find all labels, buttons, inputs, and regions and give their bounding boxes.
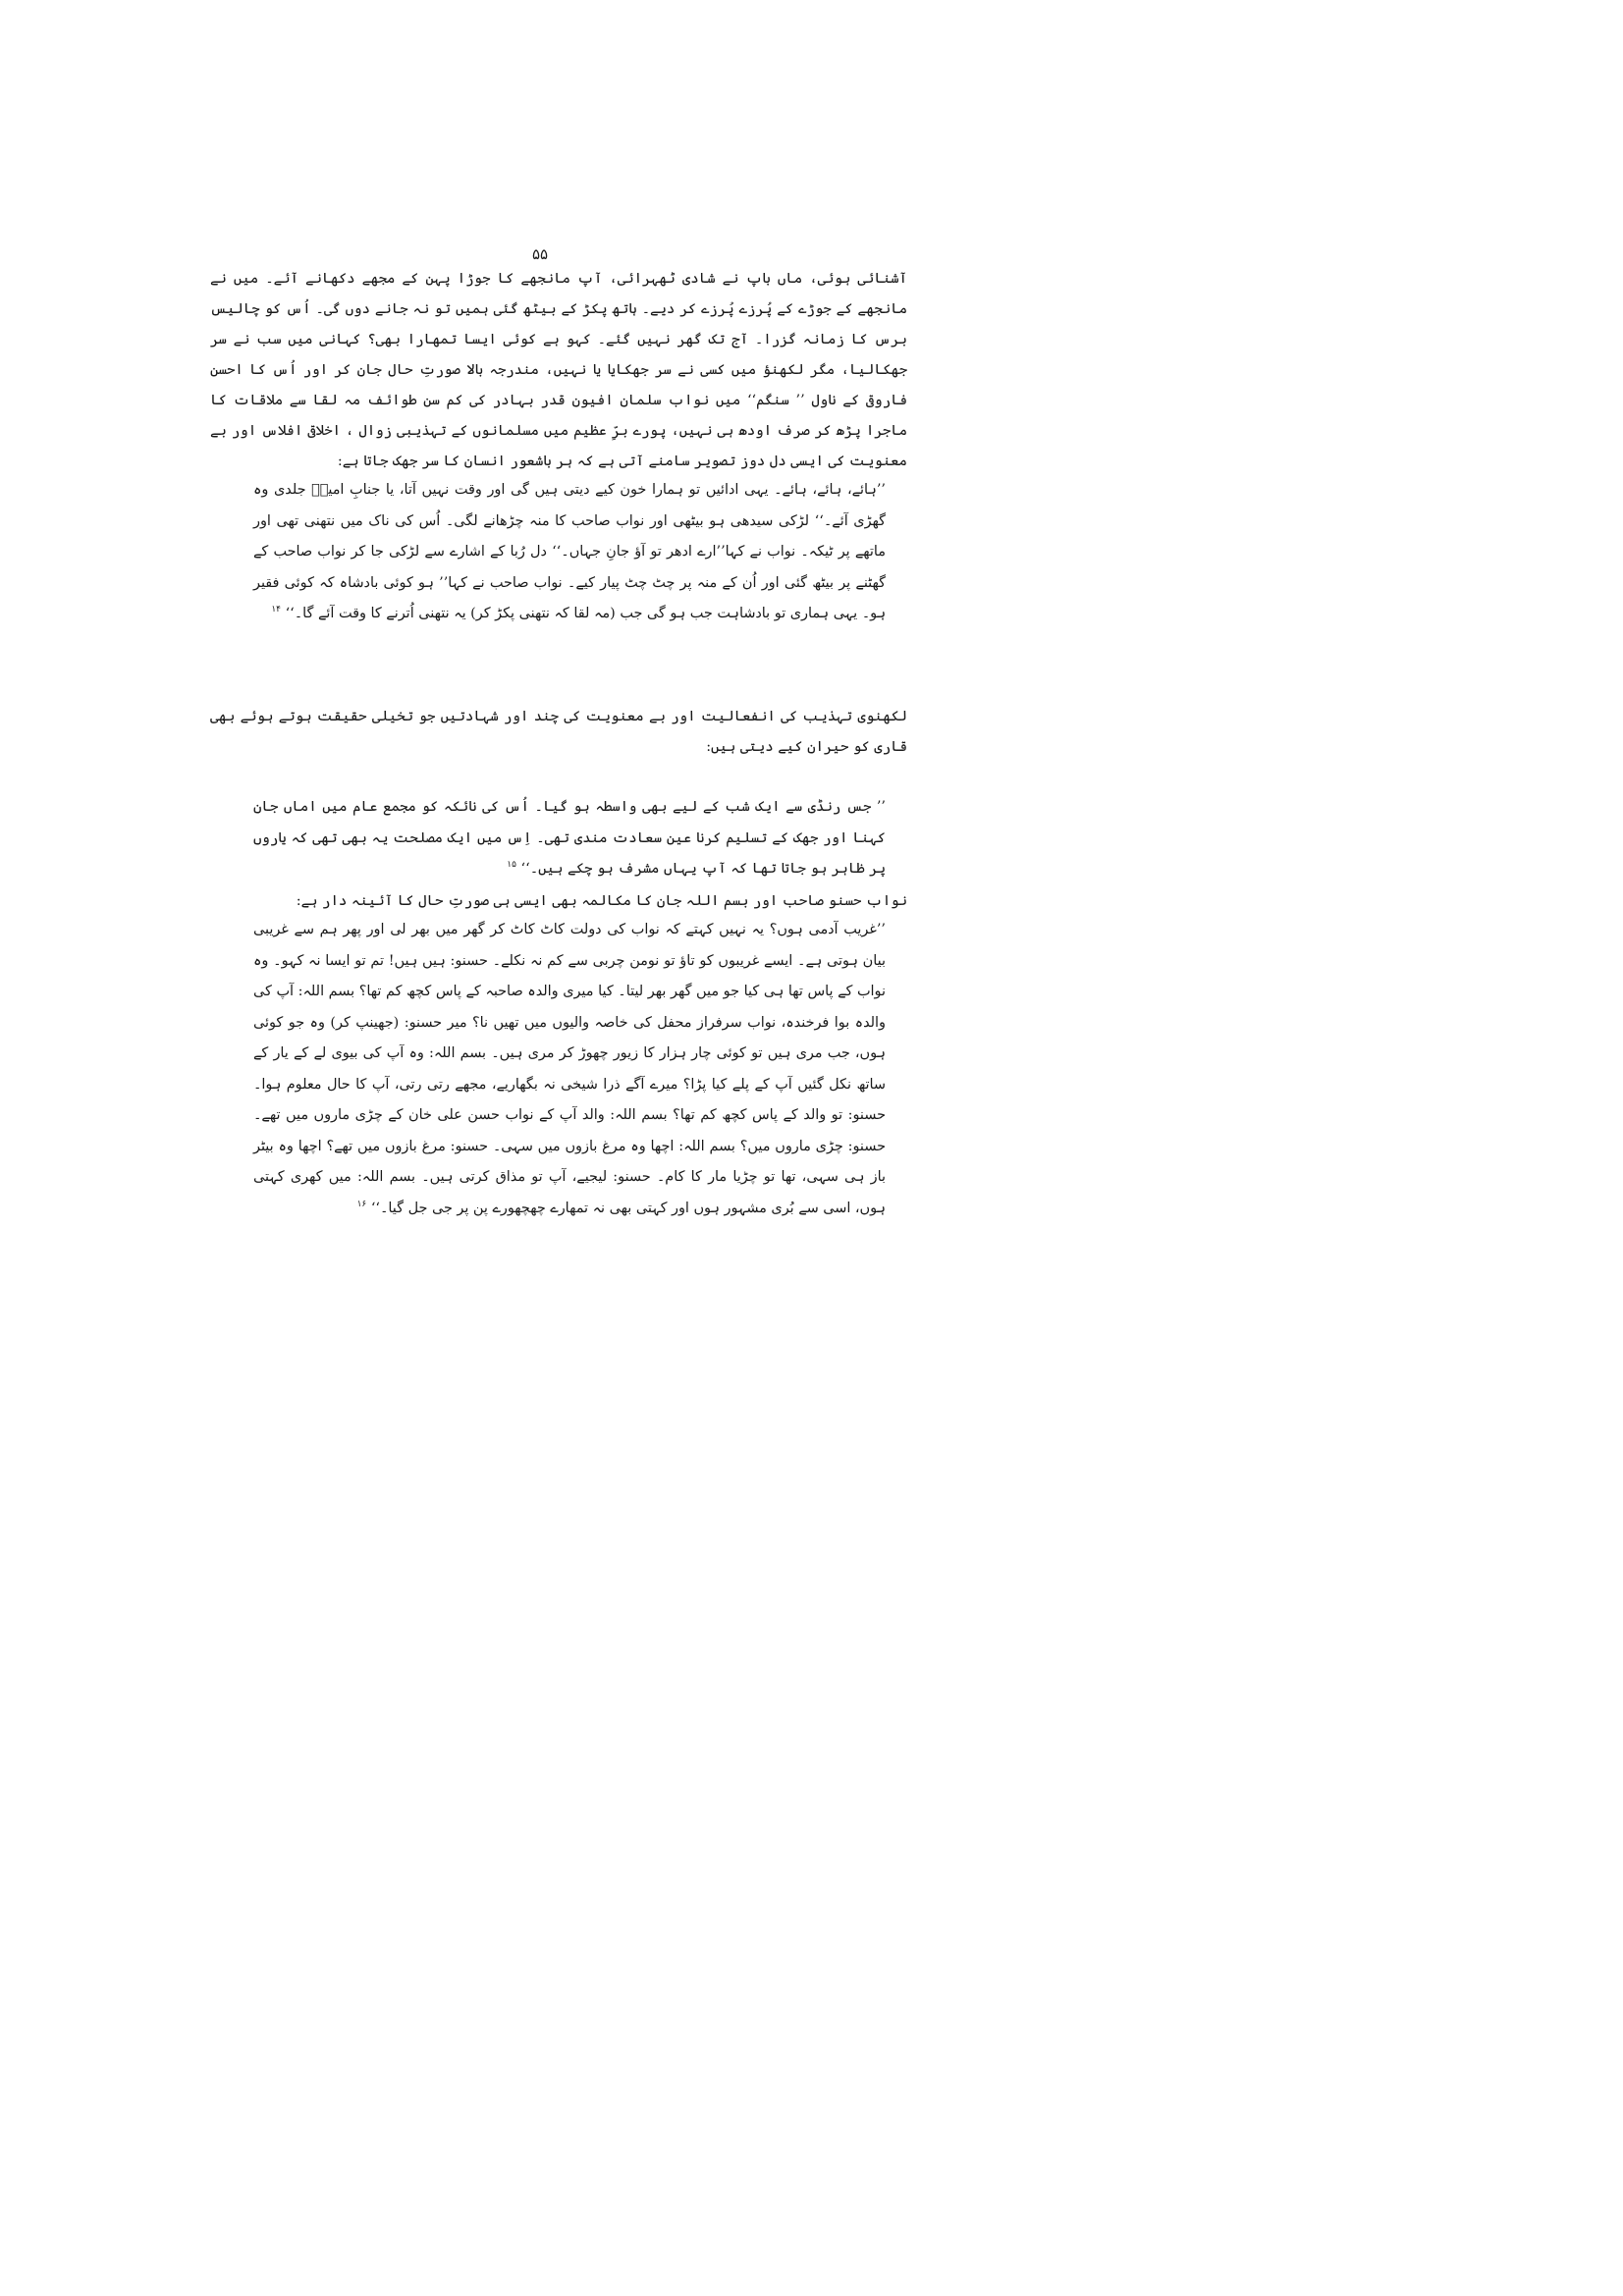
body-paragraph: لکھنوی تہذیب کی انفعالیت اور بے معنویت کی چند اور شہادتیں جو تخیلی حقیقت ہوتے ہوئے بھی قاری کو حیران کیے دیتی ہیں: bbox=[210, 709, 907, 755]
quote-text: ’’ہائے، ہائے، ہائے۔ یہی ادائیں تو ہمارا خون کیے دیتی ہیں گی اور وقت نہیں آتا، یا جنابِ امیرؑ جلدی وہ گھڑی آئے۔‘‘ لڑکی سیدھی ہو بیٹھی اور نواب صاحب کا منہ چڑھانے لگی۔ اُس کی ناک میں نتھنی تھی اور ماتھے پر ٹیکہ۔ نواب نے کہا’’ارے ادھر تو آؤ جانِ جہاں۔‘‘ دل رُبا کے اشارے سے لڑکی جا کر نواب صاحب کے گھٹنے پر بیٹھ گئی اور اُن کے منہ پر چٹ چٹ پیار کیے۔ نواب صاحب نے کہا’’ ہو کوئی بادشاہ کہ کوئی فقیر ہو۔ یہی ہماری تو بادشاہت جب ہو گی جب (مہ لقا کہ نتھنی پکڑ کر) یہ نتھنی اُترنے کا وقت آئے گا۔‘‘ bbox=[253, 482, 886, 621]
page-number: ۵۵ bbox=[531, 245, 549, 263]
footnote-marker: ۱۴ bbox=[271, 605, 281, 615]
block-quote bbox=[253, 792, 886, 885]
block-quote bbox=[253, 915, 886, 1224]
body-paragraph: نواب حسنو صاحب اور بسم اللہ جان کا مکالمہ بھی ایسی ہی صورتِ حال کا آئینہ دار ہے: bbox=[296, 893, 907, 909]
body-paragraph: آشنائی ہوئی، ماں باپ نے شادی ٹھہرائی، آپ مانجھے کا جوڑا پہن کے مجھے دکھانے آئے۔ میں نے مانجھے کے جوڑے کے پُرزے پُرزے کر دیے۔ ہاتھ پکڑ کے بیٹھ گئی ہمیں تو نہ جانے دوں گی۔ اُس کو چالیس برس کا زمانہ گزرا۔ آج تک گھر نہیں گئے۔ کہو ہے کوئی ایسا تمھارا بھی؟ کہانی میں سب نے سر جھکالیا، مگر لکھنؤ میں کسی نے سر جھکایا یا نہیں، مندرجہ بالا صورتِ حال جان کر اور اُس کا احسن فاروقی کے ناول ’’ سنگم‘‘ میں نواب سلمان افیون قدر بہادر کی کم سن طوائف مہ لقا سے ملاقات کا ماجرا پڑھ کر صرف اودھ ہی نہیں، پورے برِّ عظیم میں مسلمانوں کے تہذیبی زوال ، اخلاقی افلاس اور بے معنویت کی ایسی دل دوز تصویر سامنے آتی ہے کہ ہر باشعور انسان کا سر جھک جاتا ہے: bbox=[210, 271, 907, 469]
footnote-marker: ۱۵ bbox=[507, 860, 516, 871]
quote-text: ’’ جس رنڈی سے ایک شب کے لیے بھی واسطہ ہو گیا۔ اُس کی نائکہ کو مجمع عام میں اماں جان کہنا اور جھک کے تسلیم کرنا عین سعادت مندی تھی۔ اِس میں ایک مصلحت یہ بھی تھی کہ یاروں پر ظاہر ہو جاتا تھا کہ آپ یہاں مشرف ہو چکے ہیں۔‘‘ bbox=[253, 799, 886, 877]
footnote-marker: ۱۶ bbox=[356, 1199, 367, 1209]
document-page bbox=[0, 0, 1080, 1527]
block-quote bbox=[253, 475, 886, 630]
quote-text: ’’غریب آدمی ہوں؟ یہ نہیں کہتے کہ نواب کی دولت کاٹ کاٹ کر گھر میں بھر لی اور پھر ہم سے غریبی بیان ہوتی ہے۔ ایسے غریبوں کو تاؤ تو نومن چربی سے کم نہ نکلے۔ حسنو: ہیں ہیں! تم تو ایسا نہ کہو۔ وہ نواب کے پاس تھا ہی کیا جو میں گھر بھر لیتا۔ کیا میری والدہ صاحبہ کے پاس کچھ کم تھا؟ بسم اللہ: آپ کی والدہ بوا فرخندہ، نواب سرفراز محفل کی خاصہ والیوں میں تھیں نا؟ میر حسنو: (جھینپ کر) وہ جو کوئی ہوں، جب مری ہیں تو کوئی چار ہزار کا زیور چھوڑ کر مری ہیں۔ بسم اللہ: وہ آپ کی بیوی لے کے یار کے ساتھ نکل گئیں آپ کے پلے کیا پڑا؟ میرے آگے ذرا شیخی نہ بگھاریے، مجھے رتی رتی، آپ کا حال معلوم ہوا۔ حسنو: تو والد کے پاس کچھ کم تھا؟ بسم اللہ: والد آپ کے نواب حسن علی خان کے چڑی ماروں میں تھے۔ حسنو: چڑی ماروں میں؟ بسم اللہ: اچھا وہ مرغ بازوں میں سہی۔ حسنو: مرغ بازوں میں تھے؟ اچھا وہ بیٹر باز ہی سہی، تھا تو چڑیا مار کا کام۔ حسنو: لیجیے، آپ تو مذاق کرتی ہیں۔ بسم اللہ: میں کھری کہتی ہوں، اسی سے بُری مشہور ہوں اور کہتی بھی نہ تمھارے چھچھورے پن پر جی جل گیا۔‘‘ bbox=[253, 922, 886, 1216]
